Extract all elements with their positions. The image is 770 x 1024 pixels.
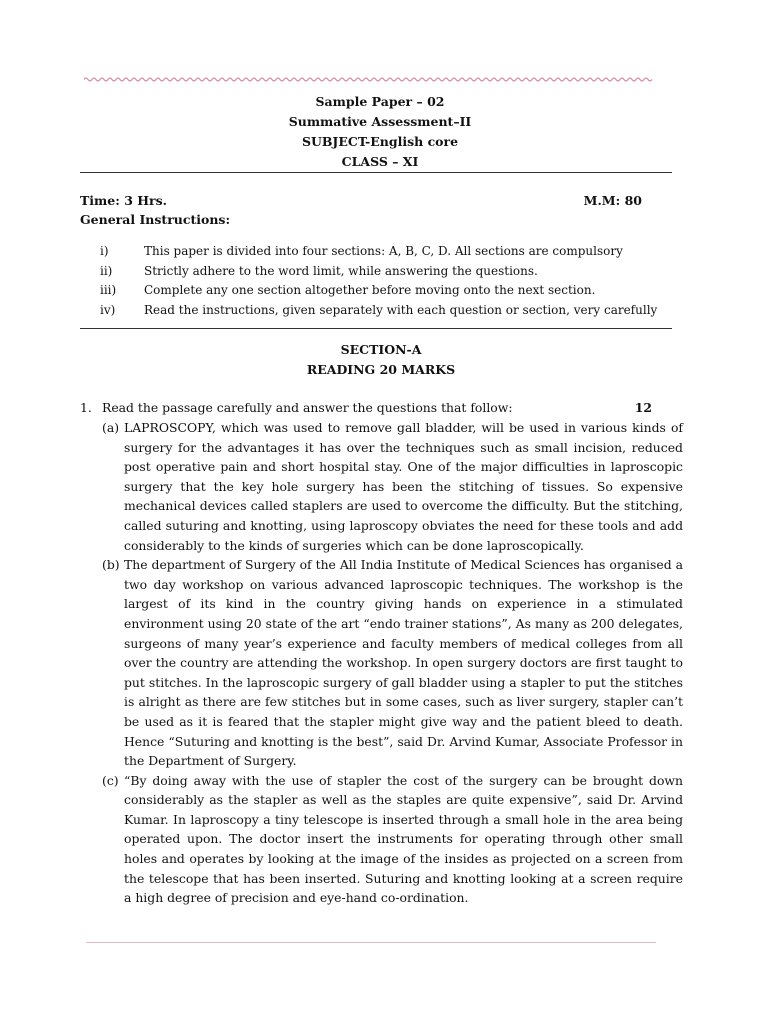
paper-header <box>80 92 680 172</box>
footer-divider <box>86 942 656 943</box>
question-marks: 12 <box>634 400 652 415</box>
header-divider <box>80 172 672 173</box>
instruction-item <box>100 301 680 321</box>
paragraph-text: The department of Surgery of the All India Institute of Medical Sciences has organised a two day workshop on various advanced laproscopic techniques. The workshop is the largest of its kind in the country giving hands on experience in a stimulated environment using 20 state of the art “endo trainer stations”, As many as 200 delegates, surgeons of many year’s experience and faculty members of medical colleges from all over the country are attending the workshop. In open surgery doctors are first taught to put stitches. In the laproscopic surgery of gall bladder using a stapler to put the stitches is alright as there are few stitches but in some cases, such as liver surgery, stapler can’t be used as it is feared that the stapler might give way and the patient bleed to death. Hence “Suturing and knotting is the best”, said Dr. Arvind Kumar, Associate Professor in the Department of Surgery. <box>124 557 683 769</box>
paragraph-label: (c) <box>102 772 119 788</box>
general-instructions-title: General Instructions: <box>80 212 231 227</box>
instruction-item <box>100 281 680 301</box>
instruction-text: This paper is divided into four sections: A, B, C, D. All sections are compulsory <box>144 244 623 258</box>
instruction-text: Complete any one section altogether before moving onto the next section. <box>144 283 596 297</box>
section-title: SECTION-A <box>340 342 422 357</box>
paragraph-text: LAPROSCOPY, which was used to remove gall bladder, will be used in various kinds of surgery for the advantages it has over the techniques such as small incision, reduced post operative pain and short hospital stay. One of the major difficulties in laproscopic surgery that the key hole surgery has been the stitching of tissues. So expensive mechanical devices called staplers are used to overcome the difficulty. But the stitching, called suturing and knotting, using laproscopy obviates the need for these tools and add considerably to the kinds of surgeries which can be done laproscopically. <box>124 420 683 553</box>
assessment-title: Summative Assessment–II <box>288 114 472 129</box>
max-marks-label: M.M: 80 <box>583 193 642 208</box>
reading-passage <box>102 418 683 908</box>
section-heading <box>80 340 682 380</box>
question-text: Read the passage carefully and answer the questions that follow: <box>102 400 513 415</box>
instruction-item <box>100 262 680 282</box>
passage-paragraph-c <box>102 771 683 908</box>
decorative-wavy-border <box>84 76 655 83</box>
instruction-number: ii) <box>100 263 113 278</box>
paper-title: Sample Paper – 02 <box>315 94 445 109</box>
instructions-list <box>100 242 680 320</box>
instruction-text: Read the instructions, given separately with each question or section, very carefully <box>144 302 658 317</box>
instruction-item <box>100 242 680 262</box>
instruction-text: Strictly adhere to the word limit, while answering the questions. <box>144 263 538 278</box>
class-title: CLASS – XI <box>341 154 419 169</box>
subject-title: SUBJECT-English core <box>301 134 459 149</box>
section-subtitle: READING 20 MARKS <box>306 362 456 377</box>
time-marks-row <box>80 191 642 210</box>
paragraph-text: “By doing away with the use of stapler the cost of the surgery can be brought down considerably as the stapler as well as the staples are quite expensive”, said Dr. Arvind Kumar. In laproscopy a tiny telescope is inserted through a small hole in the area being operated upon. The doctor insert the instruments for operating through other small holes and operates by looking at the image of the insides as projected on a screen from the telescope that has been inserted. Suturing and knotting looking at a screen require a high degree of precision and eye-hand co-ordination. <box>124 772 683 906</box>
instructions-divider <box>80 328 672 329</box>
question-row <box>80 398 652 418</box>
instruction-number: iv) <box>100 302 116 317</box>
time-label: Time: 3 Hrs. <box>80 193 168 208</box>
instruction-number: i) <box>100 244 109 258</box>
paragraph-label: (b) <box>102 557 120 573</box>
passage-paragraph-b <box>102 555 683 771</box>
paragraph-label: (a) <box>102 420 120 435</box>
passage-paragraph-a <box>102 418 683 555</box>
question-number: 1. <box>80 400 92 415</box>
instruction-number: iii) <box>100 283 117 297</box>
